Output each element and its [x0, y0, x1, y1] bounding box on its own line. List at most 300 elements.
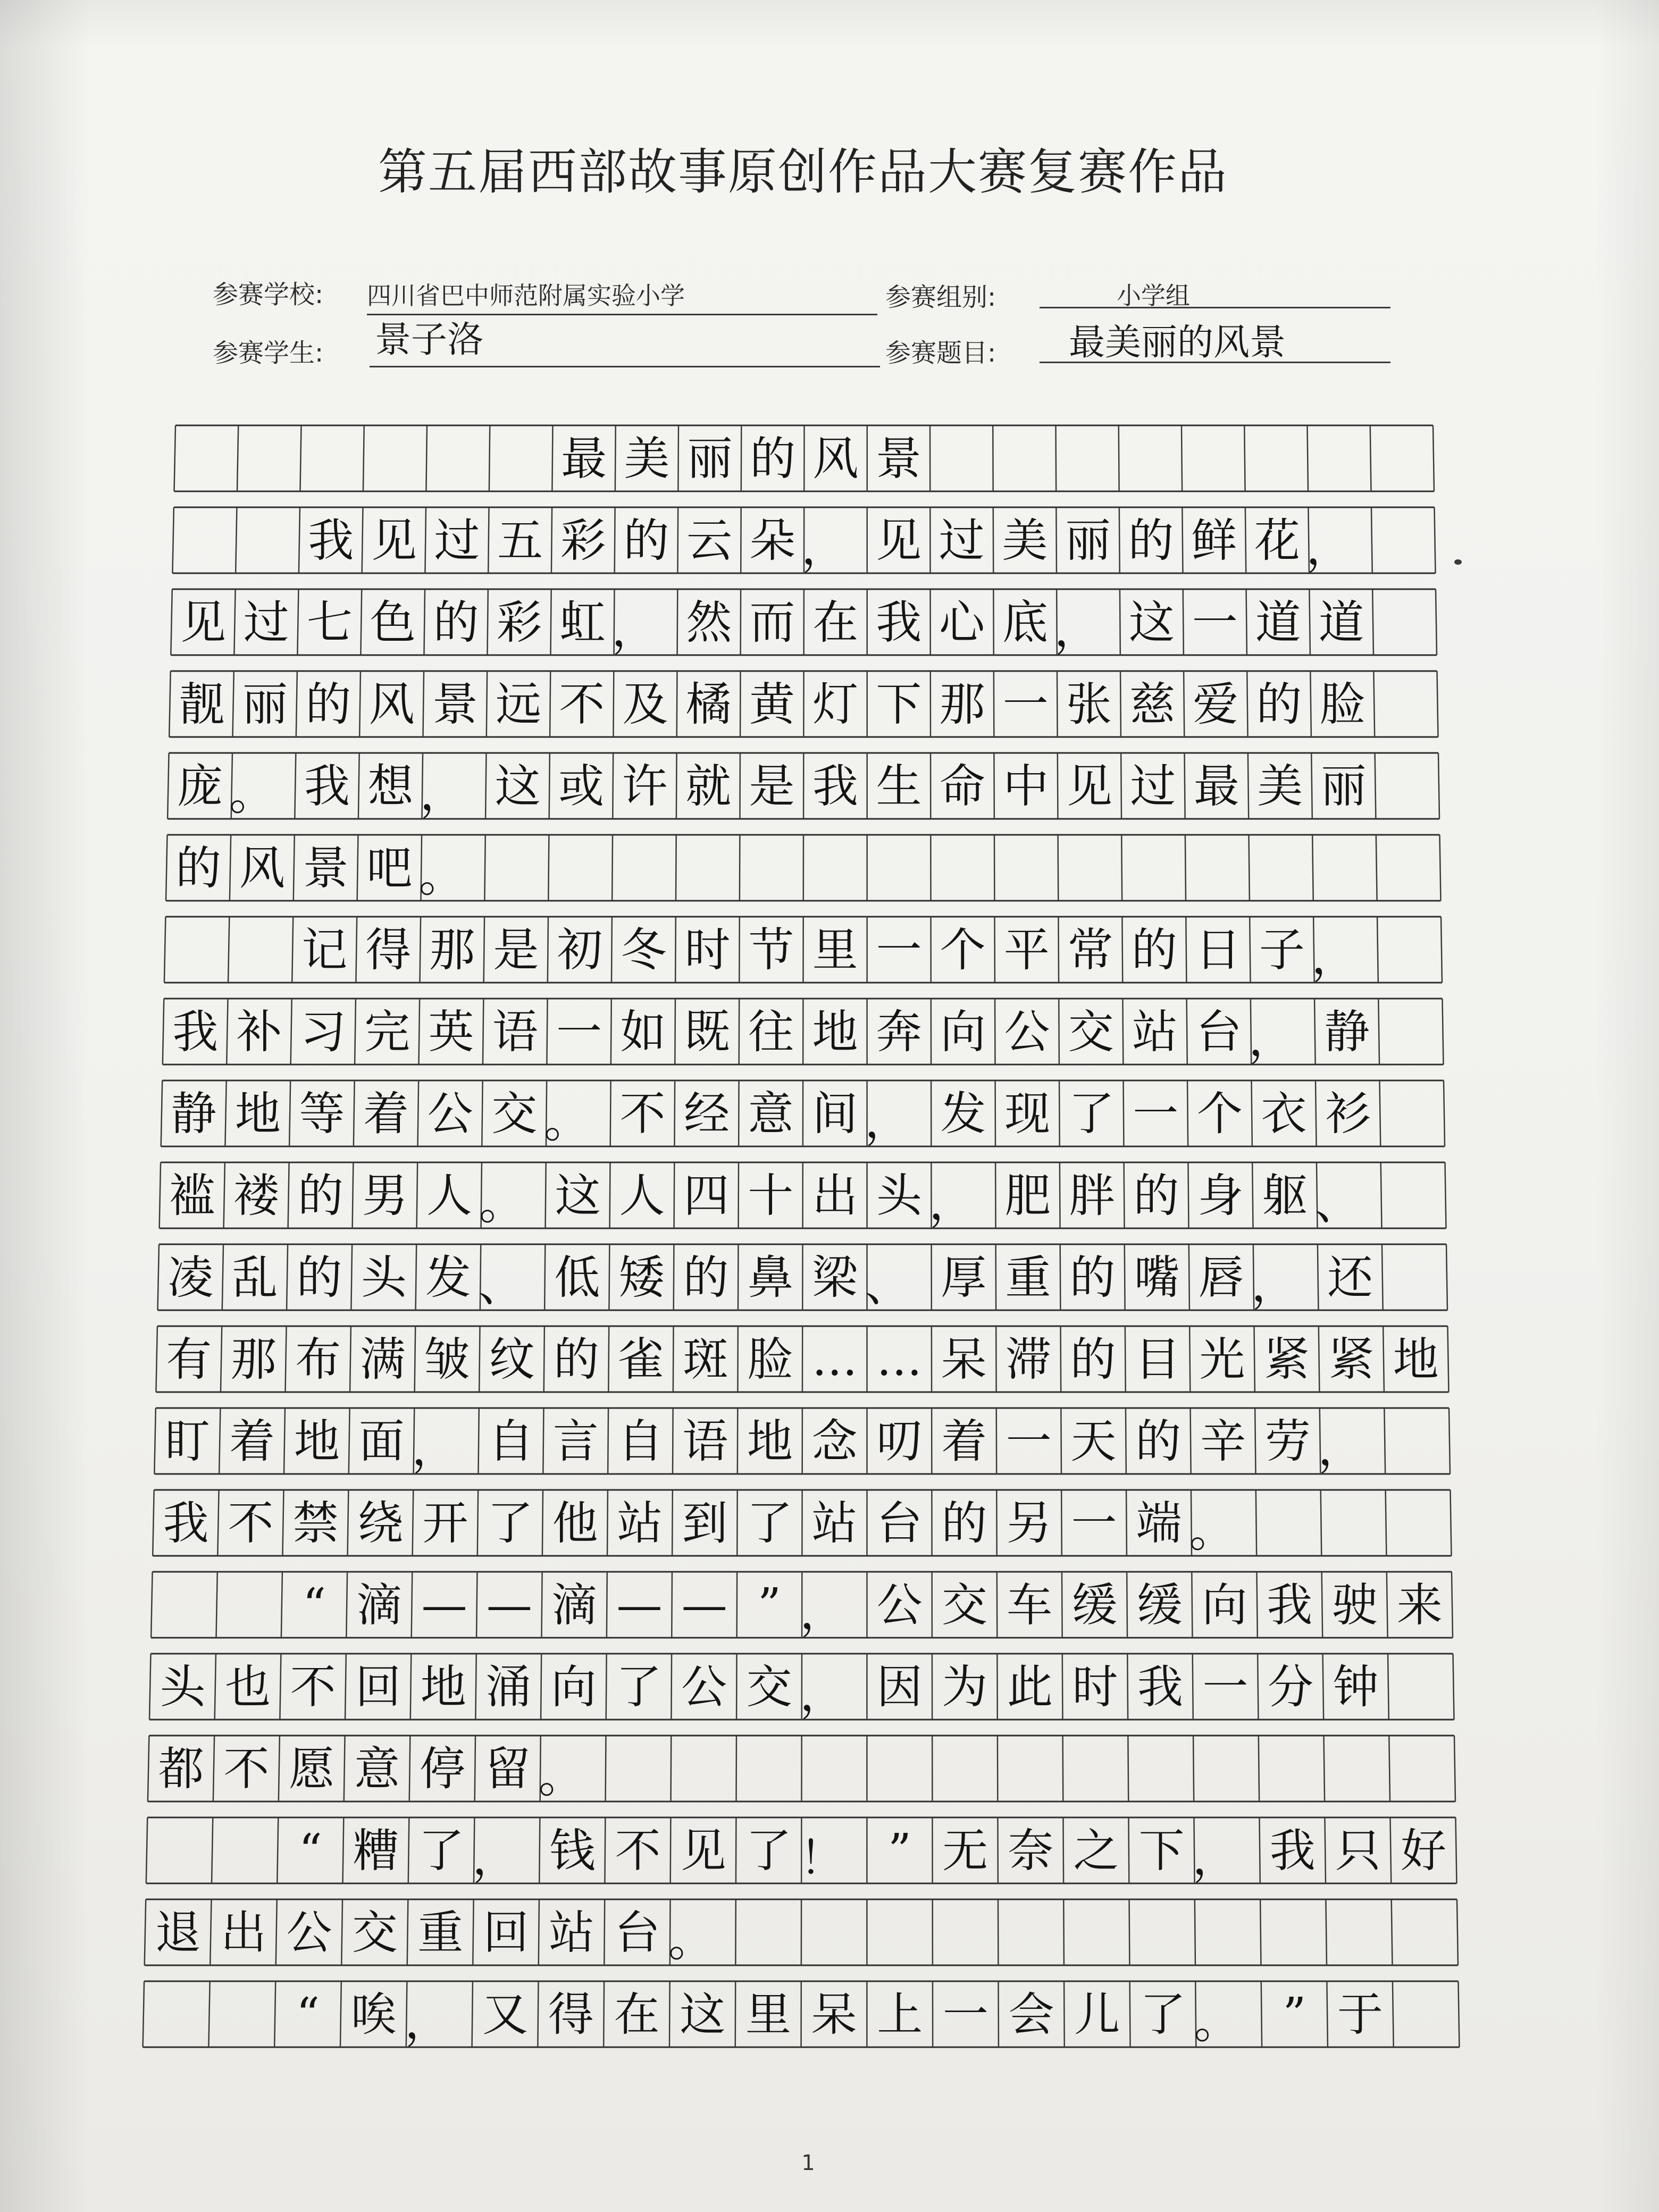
handwritten-char: 头: [876, 1169, 923, 1222]
handwritten-char: 得: [365, 924, 412, 977]
handwritten-char: 人: [619, 1169, 665, 1222]
handwritten-char: 不: [228, 1497, 274, 1550]
grid-cell-divider: [219, 1408, 220, 1474]
handwritten-char: 丽: [1320, 760, 1367, 813]
handwritten-char: 想: [367, 760, 414, 813]
handwritten-char: 时: [684, 924, 731, 977]
grid-cell-divider: [1386, 1490, 1387, 1556]
handwritten-char: —: [681, 1579, 727, 1632]
handwritten-char: 交: [746, 1661, 792, 1714]
handwritten-char: 矮: [618, 1251, 665, 1304]
handwritten-char: 云: [686, 514, 733, 567]
handwritten-char: 驶: [1331, 1579, 1378, 1632]
grid-cell-divider: [1056, 425, 1057, 491]
handwritten-char: 下: [876, 678, 922, 731]
handwritten-char: 这: [495, 760, 541, 813]
grid-cell-divider: [1319, 1326, 1320, 1392]
grid-cell-divider: [1124, 1162, 1125, 1228]
grid-cell-divider: [1120, 671, 1121, 737]
grid-cell-divider: [340, 1981, 341, 2047]
grid-cell-divider: [1058, 835, 1059, 901]
handwritten-char: 间: [812, 1087, 858, 1141]
grid-cell-divider: [1375, 753, 1376, 819]
handwritten-char: —: [616, 1579, 663, 1632]
handwritten-char: 衫: [1325, 1087, 1371, 1141]
grid-cell-divider: [1309, 589, 1310, 655]
handwritten-char: ，: [472, 1832, 518, 1885]
grid-cell-divider: [417, 1162, 418, 1228]
handwritten-char: 丽: [686, 432, 733, 485]
grid-cell-divider: [1441, 917, 1442, 983]
school-label: 参赛学校:: [213, 280, 324, 309]
grid-cell-divider: [277, 1817, 278, 1883]
handwritten-char: 车: [1007, 1579, 1053, 1632]
handwritten-char: 朵: [749, 514, 795, 567]
grid-cell-divider: [349, 1408, 350, 1474]
handwritten-char: 等: [299, 1087, 345, 1141]
handwritten-char: 见: [180, 596, 227, 649]
handwritten-char: 张: [1066, 678, 1112, 731]
handwritten-char: 的: [433, 596, 479, 649]
grid-cell-divider: [291, 999, 292, 1065]
handwritten-char: 见: [680, 1824, 726, 1878]
grid-cell-divider: [354, 1080, 355, 1146]
handwritten-char: 端: [1136, 1497, 1182, 1550]
group-label: 参赛组别:: [885, 282, 996, 312]
handwritten-char: 常: [1067, 924, 1113, 977]
handwritten-char: 不: [559, 678, 605, 731]
handwritten-char: ，: [800, 1586, 846, 1639]
topic-value: 最美丽的风景: [1069, 322, 1286, 364]
handwritten-char: 另: [1006, 1497, 1052, 1550]
handwritten-char: 着: [941, 1415, 987, 1468]
handwritten-char: 人: [426, 1169, 472, 1222]
handwritten-char: 地: [747, 1415, 793, 1468]
grid-cell-divider: [1121, 835, 1122, 901]
handwritten-char: 。: [544, 1095, 590, 1148]
grid-cell-divider: [418, 1080, 419, 1146]
handwritten-char: 四: [683, 1169, 730, 1222]
handwritten-char: 见: [1066, 760, 1112, 813]
grid-cell-divider: [174, 425, 175, 491]
grid-cell-divider: [1244, 425, 1245, 491]
grid-cell-divider: [1459, 1981, 1460, 2047]
handwritten-char: 的: [623, 514, 669, 567]
handwritten-char: 停: [419, 1742, 465, 1796]
handwritten-char: 远: [496, 678, 542, 731]
handwritten-char: 我: [1137, 1661, 1183, 1714]
handwritten-char: 厚: [941, 1251, 987, 1304]
grid-cell-divider: [1058, 917, 1059, 983]
grid-cell-divider: [286, 1326, 287, 1392]
grid-cell-divider: [413, 1490, 414, 1556]
student-label: 参赛学生:: [213, 338, 324, 368]
handwritten-char: 一: [556, 1006, 602, 1059]
handwritten-char: 叨: [876, 1415, 923, 1468]
handwritten-char: 滴: [356, 1579, 403, 1632]
grid-cell-divider: [426, 425, 427, 491]
handwritten-char: 唉: [350, 1988, 397, 2041]
handwritten-char: 色: [370, 596, 416, 649]
handwritten-char: 美: [624, 432, 670, 485]
grid-cell-divider: [1452, 1572, 1453, 1638]
grid-cell-divider: [487, 589, 488, 655]
grid-cell-divider: [669, 1981, 670, 2047]
handwritten-char: 我: [304, 760, 350, 813]
grid-cell-divider: [671, 1736, 672, 1802]
grid-cell-divider: [230, 835, 231, 901]
school-value: 四川省巴中师范附属实验小学: [367, 281, 685, 310]
handwritten-char: 嘴: [1134, 1251, 1180, 1304]
grid-cell-divider: [1392, 1899, 1393, 1965]
handwritten-char: 着: [229, 1415, 275, 1468]
grid-cell-divider: [1456, 1817, 1457, 1883]
grid-cell-divider: [1325, 1817, 1326, 1883]
handwritten-char: 地: [234, 1087, 281, 1141]
grid-cell-divider: [284, 1408, 285, 1474]
handwritten-char: 我: [1267, 1579, 1313, 1632]
grid-cell-divider: [1122, 999, 1123, 1065]
grid-cell-divider: [1248, 753, 1249, 819]
handwritten-char: 了: [747, 1497, 793, 1550]
handwritten-char: 有: [166, 1333, 212, 1386]
handwritten-char: 一: [1202, 1661, 1249, 1714]
handwritten-char: 彩: [560, 514, 606, 567]
handwritten-char: 。: [668, 1914, 714, 1967]
handwritten-char: 胖: [1069, 1169, 1115, 1222]
handwritten-char: 雀: [618, 1333, 664, 1386]
grid-cell-divider: [1185, 835, 1186, 901]
grid-cell-divider: [1308, 425, 1309, 491]
grid-cell-divider: [1323, 1654, 1324, 1720]
handwritten-char: 衣: [1261, 1087, 1307, 1141]
grid-cell-divider: [1061, 1490, 1062, 1556]
handwritten-char: 的: [1131, 924, 1177, 977]
grid-cell-divider: [544, 1244, 545, 1310]
handwritten-char: 意: [748, 1087, 794, 1141]
grid-cell-divider: [224, 1162, 225, 1228]
grid-cell-divider: [1446, 1244, 1447, 1310]
grid-cell-divider: [1390, 1817, 1391, 1883]
handwritten-char: 会: [1008, 1988, 1054, 2041]
grid-cell-divider: [412, 1572, 413, 1638]
handwritten-char: 道: [1318, 596, 1364, 649]
handwritten-char: 自: [617, 1415, 664, 1468]
grid-cell-divider: [171, 589, 172, 655]
handwritten-char: 劳: [1264, 1415, 1311, 1468]
grid-cell-divider: [1383, 1326, 1384, 1392]
handwritten-char: 花: [1254, 514, 1300, 567]
student-value: 景子洛: [375, 319, 484, 361]
handwritten-char: 里: [812, 924, 858, 977]
handwritten-char: 景: [432, 678, 478, 731]
grid-cell-divider: [1311, 753, 1312, 819]
handwritten-char: 我: [1269, 1824, 1316, 1878]
grid-cell-divider: [407, 1899, 408, 1965]
grid-cell-divider: [415, 1326, 416, 1392]
handwritten-char: 及: [622, 678, 668, 731]
grid-cell-divider: [361, 589, 362, 655]
handwritten-char: 一: [876, 924, 922, 977]
grid-cell-divider: [677, 589, 678, 655]
handwritten-char: 皱: [424, 1333, 471, 1386]
grid-cell-divider: [292, 917, 293, 983]
handwritten-char: 记: [301, 924, 348, 977]
handwritten-char: 呆: [811, 1988, 857, 2041]
handwritten-char: ，: [1192, 1832, 1238, 1885]
handwritten-char: 意: [354, 1742, 400, 1796]
handwritten-char: 鲜: [1191, 514, 1237, 567]
handwritten-char: 过: [1130, 760, 1176, 813]
handwritten-char: 这: [1128, 596, 1175, 649]
handwritten-char: 。: [229, 767, 275, 820]
grid-cell-divider: [675, 917, 676, 983]
grid-cell-divider: [297, 589, 298, 655]
grid-cell-divider: [227, 999, 228, 1065]
grid-cell-divider: [281, 1572, 282, 1638]
handwritten-char: …: [811, 1333, 858, 1386]
handwritten-char: 凌: [167, 1251, 214, 1304]
grid-cell-divider: [280, 1654, 281, 1720]
handwritten-char: 是: [749, 760, 795, 813]
grid-cell-divider: [1125, 1326, 1126, 1392]
handwritten-char: ，: [405, 1996, 451, 2049]
handwritten-char: 那: [230, 1333, 276, 1386]
handwritten-char: 那: [429, 924, 475, 977]
handwritten-char: 五: [497, 514, 543, 567]
handwritten-char: 在: [812, 596, 859, 649]
grid-cell-divider: [212, 1817, 213, 1883]
handwritten-char: 风: [239, 842, 285, 895]
grid-cell-divider: [166, 835, 167, 901]
handwritten-char: 好: [1400, 1824, 1446, 1878]
grid-cell-divider: [156, 1326, 157, 1392]
handwritten-char: 中: [1003, 760, 1049, 813]
grid-cell-divider: [425, 507, 426, 573]
grid-cell-divider: [1384, 1408, 1385, 1474]
grid-cell-divider: [423, 671, 424, 737]
grid-cell-divider: [1387, 1572, 1388, 1638]
grid-cell-divider: [610, 1080, 611, 1146]
grid-cell-divider: [163, 999, 164, 1065]
grid-cell-divider: [1370, 425, 1371, 491]
handwritten-char: 过: [434, 514, 480, 567]
grid-cell-divider: [345, 1654, 346, 1720]
handwritten-char: 重: [417, 1906, 464, 1959]
handwritten-char: 滴: [551, 1579, 598, 1632]
grid-cell-divider: [1312, 835, 1313, 901]
grid-cell-divider: [1060, 1244, 1061, 1310]
grid-cell-divider: [478, 1408, 479, 1474]
grid-cell-divider: [1318, 1244, 1319, 1310]
handwritten-char: 生: [876, 760, 922, 813]
grid-cell-divider: [676, 753, 677, 819]
grid-cell-divider: [299, 507, 300, 573]
grid-cell-divider: [1393, 1981, 1394, 2047]
handwritten-char: 辛: [1200, 1415, 1246, 1468]
handwritten-char: 的: [1070, 1333, 1116, 1386]
handwritten-char: 之: [1073, 1824, 1119, 1878]
handwritten-char: 静: [1324, 1006, 1370, 1059]
grid-cell-divider: [143, 1981, 144, 2047]
grid-cell-divider: [489, 425, 490, 491]
grid-cell-divider: [237, 425, 238, 491]
handwritten-char: 了: [616, 1661, 662, 1714]
grid-cell-divider: [1246, 589, 1247, 655]
grid-cell-divider: [158, 1244, 159, 1310]
grid-cell-divider: [674, 1080, 675, 1146]
grid-cell-divider: [408, 1817, 409, 1883]
grid-cell-divider: [1326, 1899, 1327, 1965]
grid-cell-divider: [1376, 835, 1377, 901]
handwritten-char: 过: [243, 596, 289, 649]
grid-cell-divider: [145, 1899, 146, 1965]
handwritten-char: 台: [876, 1497, 923, 1550]
handwritten-char: 吧: [366, 842, 413, 895]
grid-cell-divider: [1372, 589, 1373, 655]
handwritten-char: 、: [1314, 1177, 1361, 1230]
handwritten-char: 不: [619, 1087, 666, 1141]
handwritten-char: 言: [552, 1415, 599, 1468]
grid-cell-divider: [615, 425, 616, 491]
grid-cell-divider: [549, 753, 550, 819]
handwritten-char: 地: [420, 1661, 466, 1714]
grid-cell-divider: [148, 1736, 149, 1802]
grid-cell-divider: [296, 671, 297, 737]
handwritten-char: 斑: [682, 1333, 728, 1386]
handwritten-char: 不: [615, 1824, 661, 1878]
grid-cell-divider: [1187, 1080, 1188, 1146]
handwritten-char: 唇: [1198, 1251, 1244, 1304]
grid-cell-divider: [344, 1736, 345, 1802]
grid-cell-divider: [228, 917, 229, 983]
grid-cell-divider: [300, 425, 301, 491]
handwritten-char: 躯: [1262, 1169, 1308, 1222]
grid-cell-divider: [1451, 1490, 1452, 1556]
handwritten-char: ”: [887, 1824, 911, 1878]
handwritten-char: 彩: [496, 596, 542, 649]
ink-mark: [1454, 559, 1462, 565]
handwritten-char: “: [298, 1824, 322, 1878]
handwritten-char: 来: [1396, 1579, 1443, 1632]
grid-cell-divider: [479, 1326, 480, 1392]
grid-cell-divider: [225, 1080, 226, 1146]
handwritten-char: 紧: [1263, 1333, 1310, 1386]
grid-cell-divider: [1252, 1162, 1253, 1228]
grid-cell-divider: [276, 1899, 277, 1965]
handwritten-char: 此: [1007, 1661, 1053, 1714]
handwritten-char: 满: [359, 1333, 406, 1386]
grid-cell-divider: [1064, 1981, 1065, 2047]
grid-cell-divider: [475, 1654, 476, 1720]
handwritten-char: 灯: [812, 678, 859, 731]
handwritten-char: 语: [682, 1415, 728, 1468]
grid-cell-divider: [1254, 1326, 1255, 1392]
handwritten-char: 道: [1255, 596, 1301, 649]
grid-cell-divider: [295, 753, 296, 819]
grid-cell-divider: [1314, 999, 1316, 1065]
grid-cell-divider: [167, 753, 169, 819]
grid-cell-divider: [1259, 1817, 1260, 1883]
grid-cell-divider: [146, 1817, 147, 1883]
grid-cell-divider: [1327, 1981, 1328, 2047]
handwritten-char: 纹: [489, 1333, 535, 1386]
grid-cell-divider: [1119, 507, 1120, 573]
handwritten-char: 又: [482, 1988, 529, 2041]
grid-cell-divider: [1449, 1408, 1450, 1474]
handwritten-char: 不: [290, 1661, 336, 1714]
grid-cell-divider: [363, 425, 364, 491]
grid-cell-divider: [215, 1654, 216, 1720]
handwritten-char: 然: [686, 596, 732, 649]
grid-cell-divider: [1443, 999, 1444, 1065]
handwritten-char: 的: [298, 1169, 344, 1222]
handwritten-char: 十: [748, 1169, 794, 1222]
handwritten-char: 而: [749, 596, 795, 649]
handwritten-char: ！: [799, 1832, 845, 1885]
handwritten-char: 个: [1196, 1087, 1243, 1141]
grid-lines: [143, 425, 1460, 2047]
handwritten-char: ，: [1306, 522, 1352, 575]
grid-cell-divider: [671, 1654, 672, 1720]
handwritten-char: 他: [552, 1497, 598, 1550]
handwritten-char: 得: [548, 1988, 594, 2041]
grid-cell-divider: [216, 1572, 217, 1638]
handwritten-char: 既: [684, 1006, 730, 1059]
handwritten-char: 的: [305, 678, 351, 731]
handwritten-char: 男: [362, 1169, 408, 1222]
handwritten-char: 风: [812, 432, 859, 485]
handwritten-char: 静: [171, 1087, 217, 1141]
grid-cell-divider: [1182, 507, 1183, 573]
grid-cell-divider: [1388, 1654, 1389, 1720]
handwritten-char: 一: [1006, 1415, 1052, 1468]
handwritten-char: 身: [1197, 1169, 1244, 1222]
handwritten-char: 我: [163, 1497, 209, 1550]
grid-cell-divider: [539, 1817, 540, 1883]
handwritten-char: 只: [1335, 1824, 1381, 1878]
grid-cell-divider: [282, 1490, 283, 1556]
grid-cell-divider: [1437, 671, 1438, 737]
handwritten-char: 地: [812, 1006, 858, 1059]
handwritten-char: 的: [1069, 1251, 1116, 1304]
handwritten-char: 向: [550, 1661, 597, 1714]
handwritten-char: 目: [1135, 1333, 1181, 1386]
handwritten-char: 不: [223, 1742, 270, 1796]
handwritten-char: 往: [748, 1006, 794, 1059]
handwritten-char: 无: [942, 1824, 988, 1878]
grid-cell-divider: [1436, 589, 1437, 655]
grid-cell-divider: [154, 1408, 155, 1474]
handwritten-char: 交: [351, 1906, 398, 1959]
handwritten-char: 天: [1070, 1415, 1117, 1468]
grid-cell-divider: [1249, 835, 1250, 901]
handwritten-char: 黄: [749, 678, 795, 731]
handwritten-char: ，: [611, 604, 658, 657]
handwritten-char: 命: [939, 760, 985, 813]
grid-cell-divider: [172, 507, 173, 573]
grid-cell-divider: [151, 1572, 152, 1638]
handwritten-char: ”: [1283, 1988, 1306, 2041]
grid-cell-divider: [160, 1162, 161, 1228]
handwritten-char: 补: [236, 1006, 282, 1059]
handwritten-char: “: [303, 1579, 326, 1632]
handwritten-char: 鼻: [747, 1251, 793, 1304]
handwritten-char: ”: [758, 1579, 782, 1632]
handwritten-char: 上: [877, 1988, 923, 2041]
grid-cell-divider: [484, 835, 485, 901]
handwritten-char: 节: [748, 924, 794, 977]
